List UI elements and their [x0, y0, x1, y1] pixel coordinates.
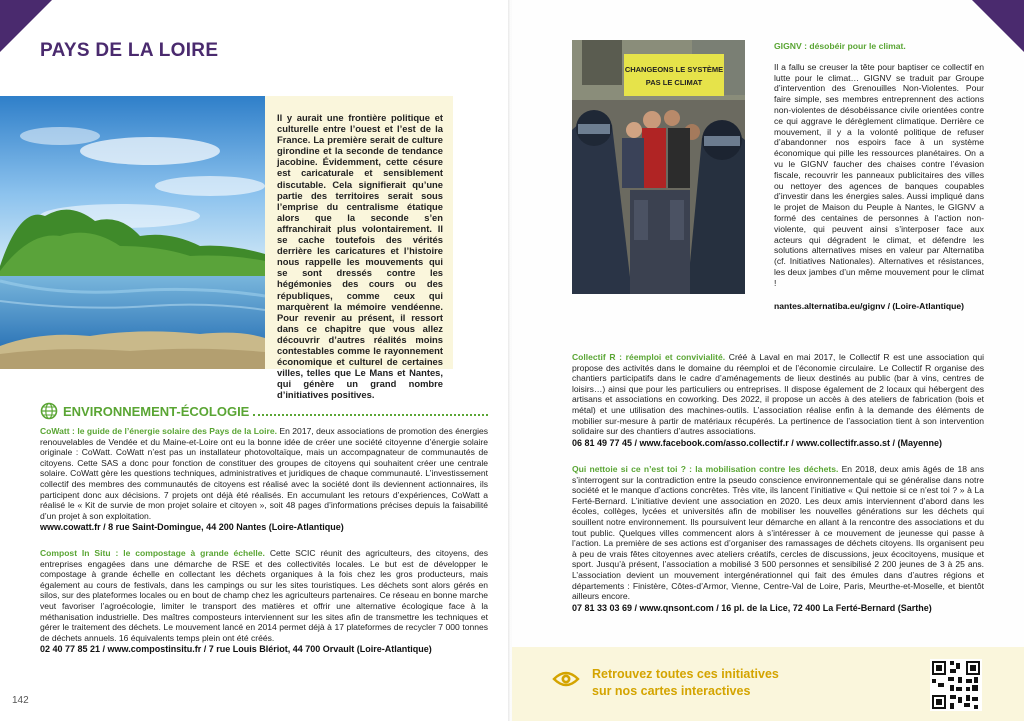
entry-body: Cette SCIC réunit des agriculteurs, des citoyens, des entreprises engagées dans une démarche de RSE et des collectivités locales. Le but est de développer le compostage à grande échelle en collectant les déchets organiques à la fois chez les gros producteurs, mais également au cours de festivals, dans les campings ou sur les sites touristiques. Les déchets sont alors gérés en silos, sur des plateformes locales ou en bout de champ chez les agriculteurs partenaires. Ce réseau en bonne marche veut favoriser l’agroécologie, limiter le transport des matières et offrir une alternative écologique face à la méthanisation industrielle. Des maîtres composteurs interviennent sur les sites afin de transmettre les techniques et gérer le traitement des déchets. Le mouvement lancé en 2014 permet déjà à 17 plateformes de recycler 7 000 tonnes de déchets annuels. 16 équivalents temps plein ont été créés. — [40, 548, 488, 643]
section-header — [40, 402, 488, 420]
section-divider — [253, 406, 488, 416]
entry-body: Il a fallu se creuser la tête pour baptiser ce collectif en lutte pour le climat… GIGNV se traduit par Groupe d’intervention des Grenouilles Non-Violentes. Pour faire simple, ses membres entreprennent des actions non-violentes de désobéissance civile orientées contre ce qui aggrave le dérèglement climatique. Derrière ce mouvement, il y a la volonté politique de refuser d’abandonner nos espoirs face à un système économique qui pille les ressources planétaires. On a vu le GIGNV faucher des chaises contre l’évasion fiscale, recouvrir les panneaux publicitaires des villes ou nettoyer des agences de banques coupables d’investir dans les énergies sales. Aussi impliqué dans le projet de Maison du Peuple à Nantes, le GIGNV a formé des centaines de personnes à l’action non-violente, qui peuvent ainsi s’interposer face aux acteurs qui dégradent le climat, et défendre les solutions alternatives mises en valeur par Alternatiba (cf. Initiatives Nationales). Alternatives et résistances, les deux jambes d’un même mouvement pour le climat ! — [774, 61, 984, 288]
entry-compost-in-situ — [40, 548, 488, 655]
entry-contact: nantes.alternatiba.eu/gignv / (Loire-Atlantique) — [774, 300, 965, 311]
intro-box — [265, 96, 453, 401]
entry-contact: 07 81 33 03 69 / www.qnsont.com / 16 pl. de la Lice, 72 400 La Ferté-Bernard (Sarthe) — [572, 602, 932, 613]
entry-qui-nettoie — [572, 464, 984, 613]
region-title: PAYS DE LA LOIRE — [40, 40, 219, 61]
entry-title: Qui nettoie si ce n’est toi ? : la mobilisation contre les déchets. — [572, 464, 839, 474]
qr-code[interactable] — [930, 659, 982, 711]
entry-body: En 2018, deux amis âgés de 18 ans s’interrogent sur la contradiction entre la pseudo conscience environnementale qui se généralise dans notre société et le manque d’actions concrètes. Très vite, ils lancent l’initiative « Qui nettoie si ce n’est toi ? » à La Ferté-Bernard. L’initiative devient une association en 2020. Les deux amis interviennent d’abord dans les écoles, collèges, lycées et universités afin de mobiliser les nouvelles générations sur les déchets qui souillent notre environnement. Ils poursuivent leur démarche en allant à la rencontre des associations et du tout public. Quelques villes commencent alors à s’intéresser à ce mouvement de jeunesse qui passe à l’action. La première de ses actions est d’organiser des ramassages de déchets citoyens. Ils organisent peu à peu de vrais fêtes citoyennes avec ateliers créatifs, cercles de discussions, jeux écocitoyens, musique et sport. Jusqu’à présent, l’association a mobilisé 3 500 personnes et sensibilisé 2 200 jeunes de 3 à 25 ans. L’association devient un mouvement intergénérationnel qui fait des émules dans d’autres régions et départements : Finistère, Côtes-d’Armor, Vienne, Centre-Val de Loire, Paris, Meurthe-et-Moselle, et bientôt ailleurs encore. — [572, 464, 984, 602]
entry-gignv — [774, 41, 984, 311]
section-title: ENVIRONNEMENT-ÉCOLOGIE — [63, 403, 250, 419]
globe-icon — [40, 402, 58, 420]
entry-title: GIGNV : désobéir pour le climat. — [774, 41, 906, 51]
left-page — [0, 0, 510, 721]
entry-title: Compost In Situ : le compostage à grande échelle. — [40, 548, 265, 558]
protest-photo — [572, 40, 745, 294]
entry-body: En 2017, deux associations de promotion des énergies renouvelables de Vendée et du Maine-et-Loire ont eu la bonne idée de créer une société citoyenne d’énergie solaire originale : CoWatt. CoWatt n’est pas un installateur photovoltaïque, mais un accompagnateur de communautés de citoyens. Cette SAS a donc pour fonction de constituer des groupes de citoyens qui souhaitent créer une centrale solaire. CoWatt gère les questions techniques, administratives et juridiques de chaque communauté. L’investissement collectif des membres des communautés de citoyens est réalisé avec la société dont ils deviennent actionnaires, ils participent donc aux décisions. 7 projets ont déjà été réalisés. En accumulant les retours d’expériences, CoWatt a réalisé le « Kit de survie de mon projet solaire et citoyen », soit 48 pages d’informations précises depuis la faisabilité d’un projet à son exploitation. — [40, 426, 488, 521]
entry-body: Créé à Laval en mai 2017, le Collectif R est une association qui propose des activités dans le domaine du réemploi et de l’économie circulaire. Le Collectif R organise des chantiers participatifs dans le cadre d’aménagements de lieux destinés au public (bar à vins, centres de loisirs…) ainsi que pour les particuliers ou entreprises. Il dispose également de 2 locaux qui hébergent des artisans et associations en coworking. Des 2022, il propose un accès à des ateliers de fabrication (bois et métal) et une utilisation des machines-outils. L’association réalise enfin à la demande des éléments de mobilier sur-mesure à partir de matériaux récupérés. La pertinence de l’association tient à son intervention solidaire sur des chantiers d’autres associations. — [572, 352, 985, 437]
banner-text-1: CHANGEONS LE SYSTÈME — [624, 65, 724, 74]
intro-text: Il y aurait une frontière politique et culturelle entre l’ouest et l’est de la France. La première serait de culture girondine et la seconde de tendance jacobine. Évidemment, cette césure est caricaturale et sensiblement discutable. Cela signifierait qu’une partie des territoires serait sous l’emprise du centralisme étatique alors que la seconde s’en affranchirait plus volontairement. Il se cache toutefois des vérités derrière les caricatures et l’histoire nous rappelle les mouvements qui se sont dressés contre les hégémonies des cours ou des républiques, comme ceux qui marquèrent la mémoire vendéenne. Pour revenir au présent, il ressort dans ce chapitre que vous allez découvrir d’autres réalités moins contestables comme le rayonnement économique et culturel de certaines villes, telles que Le Mans et Nantes, qui génère un grand nombre d’initiatives positives. — [277, 112, 443, 401]
entry-title: Collectif R : réemploi et convivialité. — [572, 352, 726, 362]
entry-collectif-r — [572, 352, 984, 448]
entry-contact: 06 81 49 77 45 / www.facebook.com/asso.collectif.r / www.collectifr.asso.st / (Mayenne) — [572, 437, 942, 448]
interactive-maps-banner[interactable] — [512, 647, 1024, 721]
cta-line-2: sur nos cartes interactives — [592, 684, 751, 698]
right-page — [512, 0, 1024, 721]
entry-title: CoWatt : le guide de l’énergie solaire des Pays de la Loire. — [40, 426, 277, 436]
page-number: 142 — [12, 695, 29, 706]
eye-icon — [552, 667, 580, 691]
cta-text — [592, 666, 852, 700]
entry-cowatt — [40, 426, 488, 533]
entry-contact: 02 40 77 85 21 / www.compostinsitu.fr / 7 rue Louis Blériot, 44 700 Orvault (Loire-Atlantique) — [40, 644, 432, 655]
cta-line-1: Retrouvez toutes ces initiatives — [592, 667, 779, 681]
landscape-photo — [0, 96, 265, 369]
banner-text-2: PAS LE CLIMAT — [645, 78, 703, 87]
entry-contact: www.cowatt.fr / 8 rue Saint-Domingue, 44 200 Nantes (Loire-Atlantique) — [40, 522, 344, 533]
